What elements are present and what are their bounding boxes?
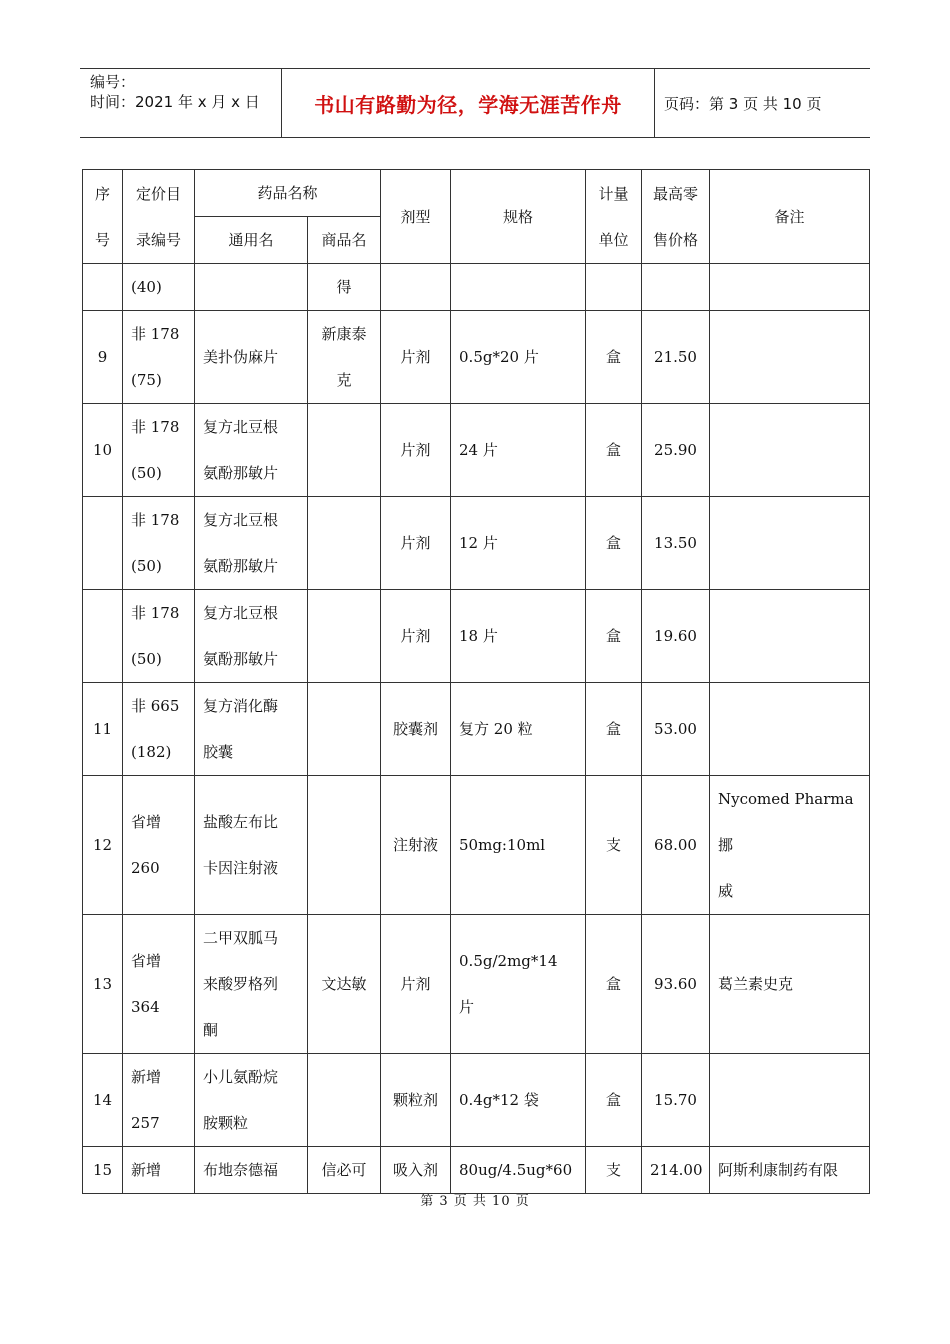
cell-price: 25.90 [642, 404, 710, 497]
cell-code-line: (50) [131, 557, 162, 575]
cell-unit: 支 [586, 776, 642, 915]
cell-seq: 12 [83, 776, 123, 915]
header-price-line1: 最高零 [653, 184, 699, 203]
cell-brand [308, 1147, 381, 1194]
cell-price: 21.50 [642, 311, 710, 404]
cell-generic-line: 来酸罗格列 [203, 975, 279, 993]
header-code-line2: 录编号 [135, 230, 181, 249]
cell-form [381, 264, 451, 311]
cell-unit: 盒 [586, 590, 642, 683]
cell-brand [308, 590, 381, 683]
cell-seq [83, 264, 123, 311]
header-price [642, 170, 710, 264]
cell-brand-line: 得 [336, 278, 352, 296]
cell-generic-line: 美扑伪麻片 [203, 348, 279, 366]
table-row [83, 404, 870, 497]
cell-generic-line: 小儿氨酚烷 [203, 1068, 279, 1086]
cell-code-line: (50) [131, 650, 162, 668]
header-seq [83, 170, 123, 264]
cell-code [123, 683, 195, 776]
cell-code [123, 264, 195, 311]
cell-generic-line: 氨酚那敏片 [203, 557, 279, 575]
cell-generic [195, 1054, 308, 1147]
header-unit-line1: 计量 [598, 184, 629, 203]
table-row [83, 1147, 870, 1194]
cell-brand [308, 311, 381, 404]
cell-code [123, 1054, 195, 1147]
cell-seq: 15 [83, 1147, 123, 1194]
cell-generic-line: 复方北豆根 [203, 511, 279, 529]
cell-form: 注射液 [381, 776, 451, 915]
cell-note-line: 阿斯利康制药有限 [718, 1161, 839, 1179]
cell-brand-line: 信必可 [321, 1161, 367, 1179]
table-row [83, 915, 870, 1054]
header-page-cell [654, 69, 870, 137]
cell-spec: 0.4g*12 袋 [451, 1054, 586, 1147]
time-label: 时间：2021 年 x 月 x 日 [90, 93, 260, 111]
cell-code [123, 497, 195, 590]
cell-note [710, 311, 870, 404]
cell-generic-line: 胺颗粒 [203, 1114, 249, 1132]
cell-form: 片剂 [381, 404, 451, 497]
cell-seq: 9 [83, 311, 123, 404]
page-info: 页码：第 3 页 共 10 页 [664, 94, 822, 113]
cell-seq: 14 [83, 1054, 123, 1147]
cell-spec: 0.5g*20 片 [451, 311, 586, 404]
cell-price: 13.50 [642, 497, 710, 590]
cell-brand [308, 915, 381, 1054]
cell-form: 片剂 [381, 497, 451, 590]
cell-price [642, 264, 710, 311]
cell-form: 胶囊剂 [381, 683, 451, 776]
cell-generic [195, 1147, 308, 1194]
cell-seq: 13 [83, 915, 123, 1054]
cell-brand [308, 1054, 381, 1147]
cell-unit: 盒 [586, 497, 642, 590]
cell-generic-line: 二甲双胍马 [203, 929, 279, 947]
table-row [83, 497, 870, 590]
cell-price: 93.60 [642, 915, 710, 1054]
cell-unit: 盒 [586, 1054, 642, 1147]
cell-note [710, 497, 870, 590]
cell-code [123, 590, 195, 683]
cell-brand [308, 776, 381, 915]
cell-note [710, 915, 870, 1054]
cell-generic-line: 复方北豆根 [203, 604, 279, 622]
header-meta [80, 69, 280, 137]
cell-note [710, 1054, 870, 1147]
header-generic: 通用名 [195, 217, 308, 264]
cell-form: 片剂 [381, 590, 451, 683]
table-row [83, 683, 870, 776]
cell-code-line: 364 [131, 998, 160, 1016]
cell-note [710, 404, 870, 497]
cell-price: 68.00 [642, 776, 710, 915]
number-label: 编号： [90, 73, 136, 91]
cell-generic-line: 胶囊 [203, 743, 234, 761]
cell-generic [195, 683, 308, 776]
header-seq-line1: 序 [94, 184, 110, 203]
cell-unit: 盒 [586, 683, 642, 776]
cell-generic [195, 776, 308, 915]
page-header [80, 68, 870, 138]
cell-form: 吸入剂 [381, 1147, 451, 1194]
table-row [83, 264, 870, 311]
cell-form: 片剂 [381, 915, 451, 1054]
cell-code [123, 776, 195, 915]
header-code-line1: 定价目 [135, 184, 181, 203]
cell-spec: 12 片 [451, 497, 586, 590]
header-code [123, 170, 195, 264]
cell-note-line: 葛兰素史克 [718, 975, 794, 993]
header-unit [586, 170, 642, 264]
cell-note-line: 威 [718, 882, 734, 900]
header-price-line2: 售价格 [653, 230, 699, 249]
cell-spec: 复方 20 粒 [451, 683, 586, 776]
cell-generic-line: 氨酚那敏片 [203, 650, 279, 668]
cell-spec [451, 264, 586, 311]
cell-generic [195, 404, 308, 497]
table-body [83, 264, 870, 1194]
cell-seq: 10 [83, 404, 123, 497]
cell-spec: 0.5g/2mg*14 片 [451, 915, 586, 1054]
header-seq-line2: 号 [94, 230, 110, 249]
cell-spec: 24 片 [451, 404, 586, 497]
cell-code-line: 新增 [131, 1068, 162, 1086]
cell-code-line: 260 [131, 859, 160, 877]
cell-form: 颗粒剂 [381, 1054, 451, 1147]
cell-price: 214.00 [642, 1147, 710, 1194]
cell-code-line: 省增 [131, 813, 162, 831]
cell-generic-line: 布地奈德福 [203, 1161, 279, 1179]
cell-code-line: (50) [131, 464, 162, 482]
cell-generic-line: 复方北豆根 [203, 418, 279, 436]
cell-note [710, 776, 870, 915]
cell-code-line: (182) [131, 743, 172, 761]
cell-price: 15.70 [642, 1054, 710, 1147]
cell-note [710, 683, 870, 776]
table-row [83, 1054, 870, 1147]
header-form: 剂型 [381, 170, 451, 264]
cell-spec: 18 片 [451, 590, 586, 683]
cell-unit: 支 [586, 1147, 642, 1194]
drug-price-table [82, 169, 870, 1194]
cell-code-line: 257 [131, 1114, 160, 1132]
header-motto-cell [281, 69, 655, 137]
cell-price: 19.60 [642, 590, 710, 683]
cell-code [123, 1147, 195, 1194]
cell-generic-line: 复方消化酶 [203, 697, 279, 715]
cell-unit: 盒 [586, 404, 642, 497]
cell-code-line: (40) [131, 278, 162, 296]
cell-generic [195, 311, 308, 404]
cell-unit: 盒 [586, 915, 642, 1054]
cell-note [710, 590, 870, 683]
header-spec: 规格 [451, 170, 586, 264]
header-brand: 商品名 [308, 217, 381, 264]
motto-text: 书山有路勤为径，学海无涯苦作舟 [314, 92, 622, 117]
cell-brand [308, 264, 381, 311]
cell-brand [308, 683, 381, 776]
cell-code-line: (75) [131, 371, 162, 389]
header-unit-line2: 单位 [598, 230, 629, 249]
cell-generic-line: 卡因注射液 [203, 859, 279, 877]
cell-code-line: 非 665 [131, 697, 180, 715]
cell-note-line: Nycomed Pharma 挪 [718, 790, 854, 854]
cell-generic [195, 590, 308, 683]
cell-price: 53.00 [642, 683, 710, 776]
cell-code [123, 311, 195, 404]
cell-seq [83, 497, 123, 590]
cell-generic-line: 盐酸左布比 [203, 813, 279, 831]
cell-code-line: 非 178 [131, 604, 180, 622]
cell-code-line: 省增 [131, 952, 162, 970]
header-drug-name: 药品名称 [195, 170, 381, 217]
cell-generic [195, 497, 308, 590]
cell-unit [586, 264, 642, 311]
cell-code-line: 非 178 [131, 325, 180, 343]
cell-spec: 80ug/4.5ug*60 [451, 1147, 586, 1194]
cell-generic [195, 264, 308, 311]
table-row [83, 590, 870, 683]
cell-unit: 盒 [586, 311, 642, 404]
cell-brand-line: 克 [336, 371, 352, 389]
cell-code [123, 915, 195, 1054]
cell-code-line: 非 178 [131, 511, 180, 529]
table-row [83, 776, 870, 915]
cell-code [123, 404, 195, 497]
cell-form: 片剂 [381, 311, 451, 404]
cell-brand [308, 404, 381, 497]
cell-seq: 11 [83, 683, 123, 776]
cell-spec: 50mg:10ml [451, 776, 586, 915]
cell-note [710, 264, 870, 311]
cell-brand-line: 新康泰 [321, 325, 367, 343]
cell-code-line: 新增 [131, 1161, 162, 1179]
cell-brand-line: 文达敏 [321, 975, 367, 993]
header-note: 备注 [710, 170, 870, 264]
table-header [83, 170, 870, 264]
page-footer: 第 3 页 共 10 页 [420, 1194, 530, 1209]
cell-seq [83, 590, 123, 683]
cell-code-line: 非 178 [131, 418, 180, 436]
cell-generic-line: 氨酚那敏片 [203, 464, 279, 482]
cell-note [710, 1147, 870, 1194]
cell-brand [308, 497, 381, 590]
cell-generic-line: 酮 [203, 1021, 219, 1039]
table-row [83, 311, 870, 404]
cell-generic [195, 915, 308, 1054]
